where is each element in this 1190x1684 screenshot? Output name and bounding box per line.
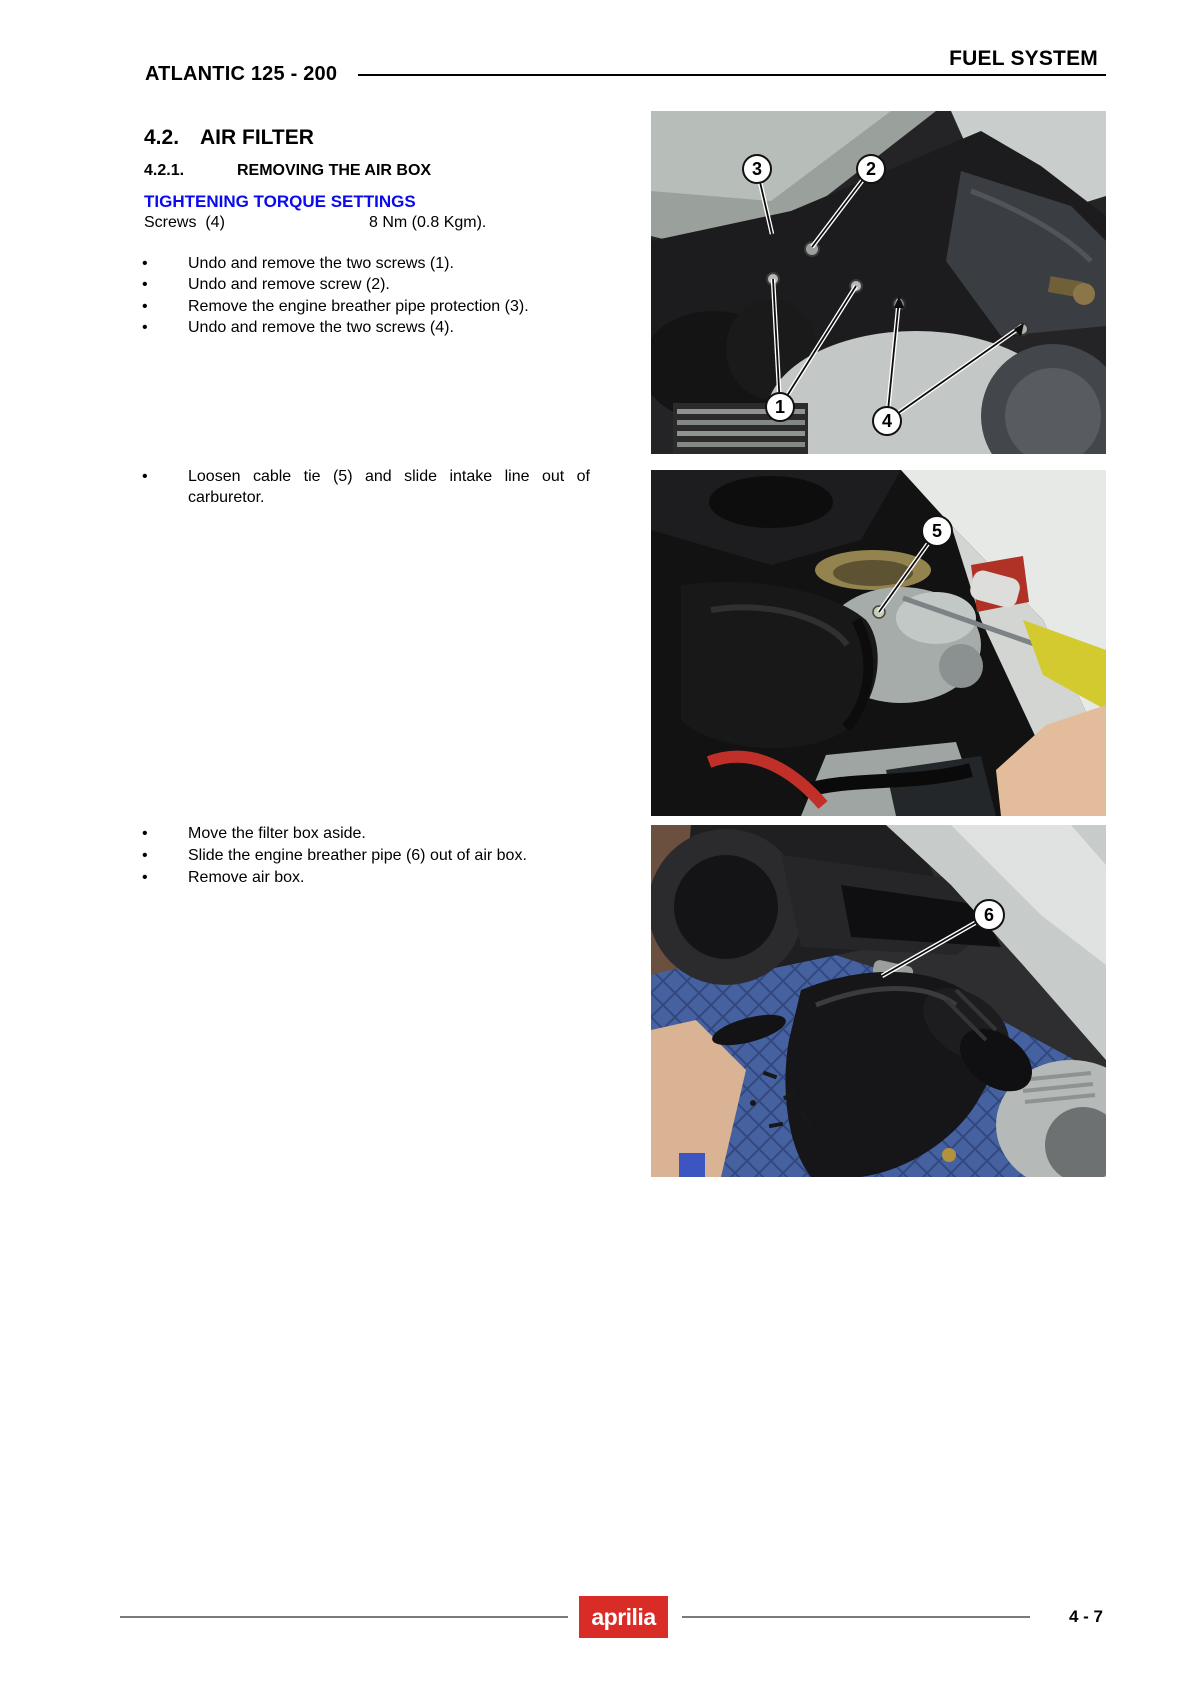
list-item	[140, 317, 590, 338]
list-item	[140, 845, 590, 867]
photo-engine-top	[651, 111, 1106, 454]
subsection-number: 4.2.1.	[144, 162, 185, 179]
step-text: Undo and remove screw (2).	[188, 276, 390, 294]
header-chapter: FUEL SYSTEM	[949, 47, 1098, 70]
callout-6	[974, 900, 1004, 930]
callout-3	[743, 155, 771, 183]
callout-5	[922, 516, 952, 546]
step-text: Remove air box.	[188, 869, 305, 886]
figure-breather-pipe	[651, 825, 1106, 1177]
list-item	[140, 823, 590, 845]
photo-carburetor	[651, 470, 1106, 816]
step-text: Remove the engine breather pipe protection (3).	[188, 297, 529, 315]
aprilia-logo	[579, 1596, 668, 1638]
callout-label: 6	[983, 905, 995, 925]
header-rule	[358, 74, 1106, 76]
callout-label: 5	[931, 521, 943, 541]
aprilia-logo-text: aprilia	[591, 1603, 656, 1630]
step-text: Move the filter box aside.	[188, 825, 366, 842]
step-list-remove-screws	[140, 253, 590, 339]
section-number: 4.2.	[144, 126, 180, 149]
footer-rule-left	[120, 1616, 568, 1618]
footer-rule-right	[682, 1616, 1030, 1618]
photo-airbox-removal	[651, 825, 1106, 1177]
torque-settings-heading: TIGHTENING TORQUE SETTINGS	[144, 192, 416, 211]
step-list-remove-airbox	[140, 823, 590, 889]
step-list-cable-tie	[140, 466, 590, 509]
section-title: AIR FILTER	[200, 126, 314, 149]
torque-item-value: 8 Nm (0.8 Kgm).	[369, 214, 487, 231]
callout-label: 1	[774, 397, 786, 417]
step-text: Loosen cable tie (5) and slide intake line out of carburetor.	[188, 468, 590, 507]
step-text: Undo and remove the two screws (1).	[188, 255, 454, 272]
callout-label: 3	[751, 159, 763, 179]
list-item	[140, 296, 590, 317]
list-item	[140, 274, 590, 295]
callout-1	[766, 393, 794, 421]
list-item	[140, 466, 590, 509]
torque-item-label: Screws (4)	[144, 214, 225, 231]
figure-cable-tie	[651, 470, 1106, 816]
list-item	[140, 867, 590, 889]
figure-airbox-screws	[651, 111, 1106, 454]
step-text: Slide the engine breather pipe (6) out of air box.	[188, 847, 527, 864]
list-item	[140, 253, 590, 274]
subsection-title: REMOVING THE AIR BOX	[237, 162, 432, 179]
page-number: 4 - 7	[1068, 1607, 1103, 1626]
header-model: ATLANTIC 125 - 200	[145, 63, 338, 85]
step-text: Undo and remove the two screws (4).	[188, 319, 454, 337]
callout-2	[857, 155, 885, 183]
callout-label: 4	[881, 411, 893, 431]
callout-4	[873, 407, 901, 435]
callout-label: 2	[865, 159, 877, 179]
